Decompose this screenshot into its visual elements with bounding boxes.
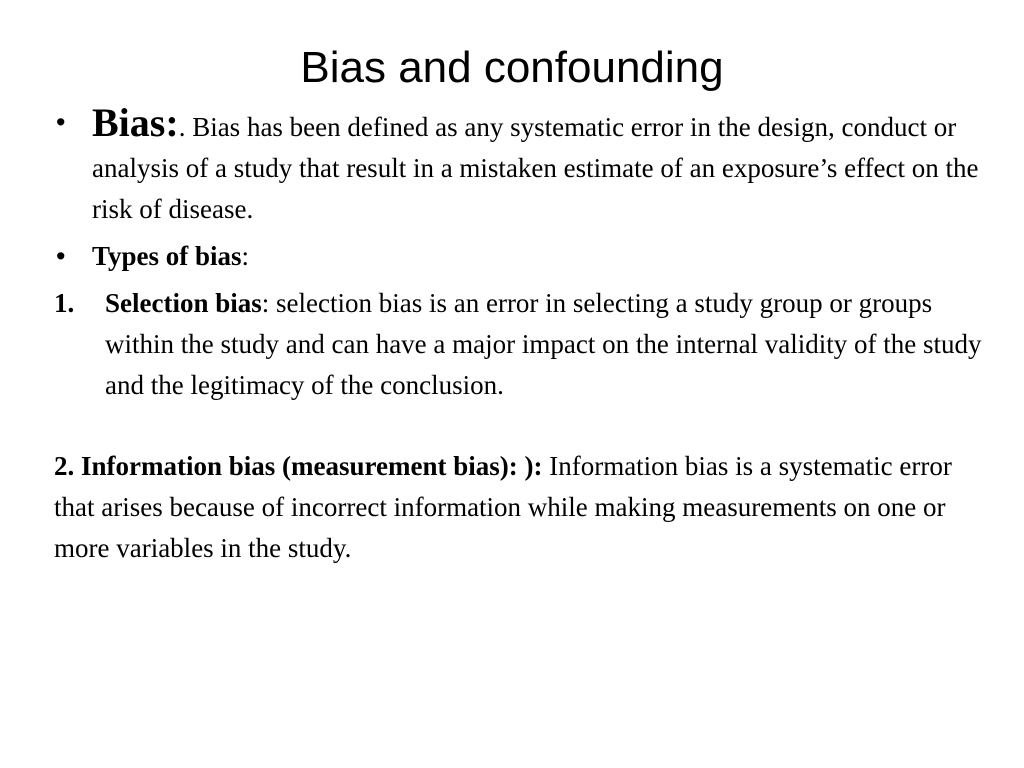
selection-bias-item (54, 283, 984, 406)
bias-term: Bias: (92, 100, 179, 145)
slide-title: Bias and confounding (300, 43, 724, 92)
types-of-bias-bullet (54, 236, 984, 277)
selection-bias-text: : selection bias is an error in selecting a study group or groups within the study and can have a major impact on the internal validity of the study and the legitimacy of the conclusion. (105, 288, 982, 400)
information-bias-paragraph (54, 446, 984, 569)
bullet-icon: • (56, 241, 66, 271)
bias-definition-text: . Bias has been defined as any systematic error in the design, conduct or analysis of a study that result in a mistaken estimate of an exposure’s effect on the risk of disease. (92, 112, 979, 224)
types-of-bias-suffix: : (241, 241, 250, 271)
item-number: 1. (54, 288, 75, 318)
selection-bias-term: Selection bias (105, 288, 262, 318)
slide-body (54, 102, 984, 569)
types-of-bias-term: Types of bias (92, 241, 242, 271)
bias-definition-bullet (54, 102, 984, 230)
information-bias-lead: 2. Information bias (measurement bias): ): (54, 451, 543, 481)
information-bias-text: Information bias is a systematic error that arises because of incorrect information while making measurements on one or more variables in the study. (54, 451, 952, 563)
bullet-icon: • (56, 107, 66, 137)
